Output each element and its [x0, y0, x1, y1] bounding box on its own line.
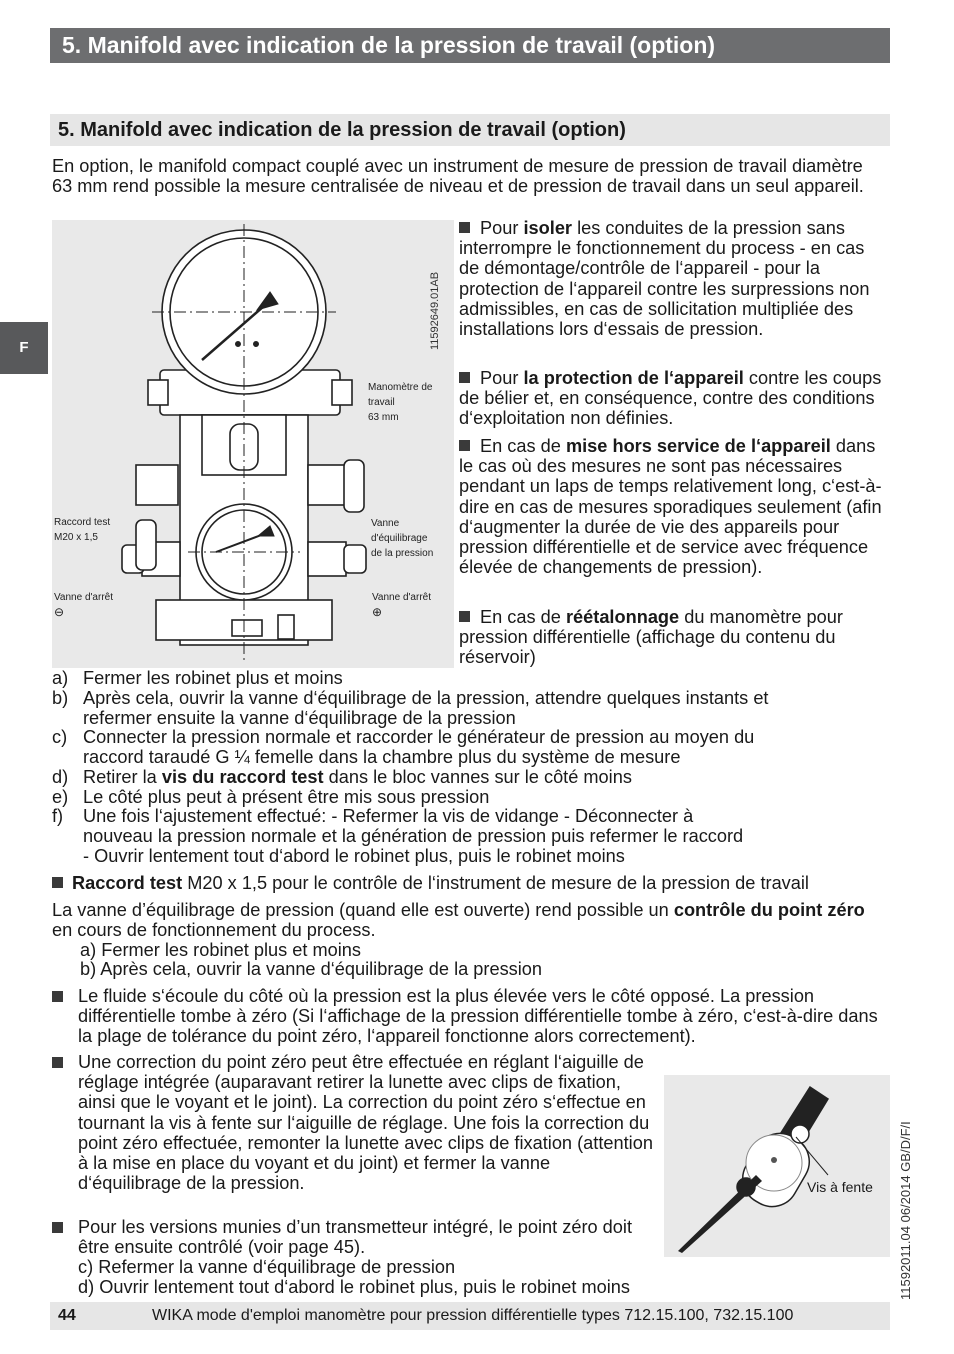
transmitter-bullet: Pour les versions munies d’un transmetteur intégré, le point zéro doit être ensuite contrôlé (voir page 45).: [78, 1217, 658, 1257]
raccord-test-bullet: Raccord test M20 x 1,5 pour le contrôle de l‘instrument de mesure de la pression de travail: [52, 873, 892, 893]
zero-check-paragraph: La vanne d’équilibrage de pression (quand elle est ouverte) rend possible un contrôle du point zéro en cours de fonctionnement du process.: [52, 900, 865, 941]
final-step-d: d) Ouvrir lentement tout d‘abord le robinet plus, puis le robinet moins: [78, 1277, 630, 1297]
zero-check-step-b: b) Après cela, ouvrir la vanne d‘équilibrage de la pression: [80, 959, 543, 979]
figure-code-label: 11592649.01AB: [429, 271, 441, 350]
chapter-banner: 5. Manifold avec indication de la pression de travail (option): [50, 28, 890, 63]
correction-bullet: Une correction du point zéro peut être effectuée en réglant l‘aiguille de réglage intégrée (auparavant retirer la lunette avec clips de fixation, ainsi que le voyant et le joint). La correction du point zéro s‘effectue en tournant la vis à fente sur l‘aiguille de réglage. Une fois la correction du point zéro effectuée, remonter la lunette avec clips de fixation (attention à la mise en place du voyant et du joint) et fermer la vanne d‘équilibrage de la pression.: [78, 1052, 653, 1193]
bullet-mise-hors-service: En cas de mise hors service de l‘appareil dans le cas où des mesures ne sont pas nécessaires pendant un laps de temps relativement long, c‘est-à-dire en cas de mesures sporadiques seulement (afin d‘augmenter la durée de vie des appareils pour pression différentielle et de service avec fréquence élevée de changements de pression).: [459, 436, 882, 578]
adjust-needle-drawing: [664, 1075, 890, 1257]
vanne-arret-minus-label: Vanne d'arrêt ⊖: [54, 592, 113, 619]
section-title: 5. Manifold avec indication de la pression de travail (option): [50, 114, 890, 146]
language-tab: F: [0, 322, 48, 374]
intro-paragraph: En option, le manifold compact couplé avec un instrument de mesure de pression de travail diamètre 63 mm rend possible la mesure centralisée de niveau et de pression de travail dans un seul appareil.: [52, 156, 864, 197]
manifold-figure: [52, 220, 454, 668]
bullet-isoler: Pour isoler les conduites de la pression sans interrompre le fonctionnement du process - en cas de démontage/contrôle de l‘appareil - pour la protection de l‘appareil contre les surpressions non admissibles, en cas de sollicitation multipliée des installations lors d‘essais de pression.: [459, 218, 870, 340]
final-step-c: c) Refermer la vanne d‘équilibrage de pression: [78, 1257, 456, 1277]
manometre-label: Manomètre de travail 63 mm: [368, 382, 433, 423]
vis-a-fente-label: Vis à fente: [807, 1179, 873, 1195]
vanne-equilibrage-label: Vanne d'équilibrage de la pression: [371, 518, 434, 559]
footer-text: WIKA mode d'emploi manomètre pour pression différentielle types 712.15.100, 732.15.100: [152, 1307, 794, 1324]
page-footer: [50, 1302, 890, 1330]
bullet-reetalonnage: En cas de réétalonnage du manomètre pour pression différentielle (affichage du contenu du réservoir): [459, 607, 843, 668]
zero-adjust-figure: [664, 1075, 890, 1257]
fluid-bullet: Le fluide s‘écoule du côté où la pression est la plus élevée vers le côté opposé. La pression différentielle tombe à zéro (Si l‘affichage de la pression différentielle tombe à zéro, c‘est-à-dire dans la plage de tolérance du point zéro, l‘appareil fonctionne alors correctement).: [78, 986, 888, 1047]
zero-check-step-a: a) Fermer les robinet plus et moins: [80, 940, 362, 960]
raccord-test-label: Raccord test M20 x 1,5: [54, 517, 111, 543]
vanne-arret-plus-label: Vanne d'arrêt ⊕: [372, 592, 431, 619]
document-code-vertical: 11592011.04 06/2014 GB/D/F/I: [898, 1121, 913, 1300]
bullet-protection: Pour la protection de l‘appareil contre les coups de bélier et, en conséquence, contre des conditions d‘exploitation non définies.: [459, 368, 882, 429]
page-number: 44: [58, 1307, 76, 1324]
